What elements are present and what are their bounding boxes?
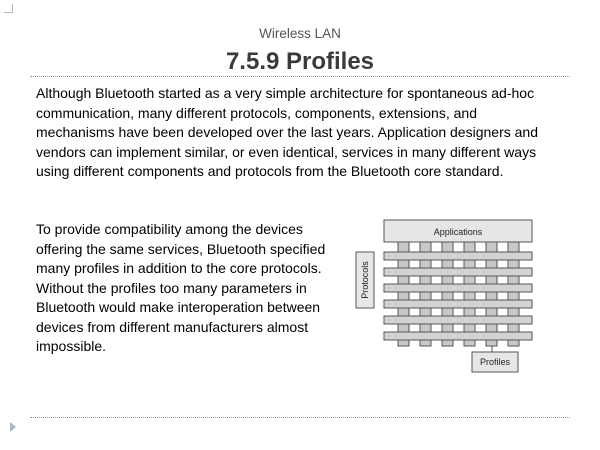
compatibility-paragraph: To provide compatibility among the devices offering the same services, Bluetooth specified many profiles in addition to the core protocols. Without the profiles too many parameters in Bluetooth would make interoperation between devices from different manufacturers almost impossible. xyxy=(36,221,326,354)
protocol-bar-5 xyxy=(384,316,532,324)
next-arrow-icon[interactable] xyxy=(10,422,16,432)
intro-paragraph: Although Bluetooth started as a very simple architecture for spontaneous ad-hoc communication, many different protocols, components, extensions, and mechanisms have been developed over the last years. Application designers and vendors can implement similar, or even identical, services in many different ways using different components and protocols from the Bluetooth core standard. xyxy=(36,85,538,179)
profiles-label: Profiles xyxy=(479,357,511,367)
protocol-bar-1 xyxy=(384,252,532,260)
applications-label: Applications xyxy=(433,227,483,237)
protocol-bar-3 xyxy=(384,284,532,292)
protocol-bar-4 xyxy=(384,300,532,308)
protocol-bar-6 xyxy=(384,332,532,340)
profiles-diagram xyxy=(352,218,552,378)
protocols-label: Protocols xyxy=(360,261,370,299)
footer-divider xyxy=(30,417,570,418)
protocol-bar-2 xyxy=(384,268,532,276)
slide-title: 7.5.9 Profiles xyxy=(225,48,375,75)
title-divider xyxy=(30,76,570,77)
slide-corner-mark xyxy=(4,4,13,13)
slide-subtitle: Wireless LAN xyxy=(259,26,341,41)
